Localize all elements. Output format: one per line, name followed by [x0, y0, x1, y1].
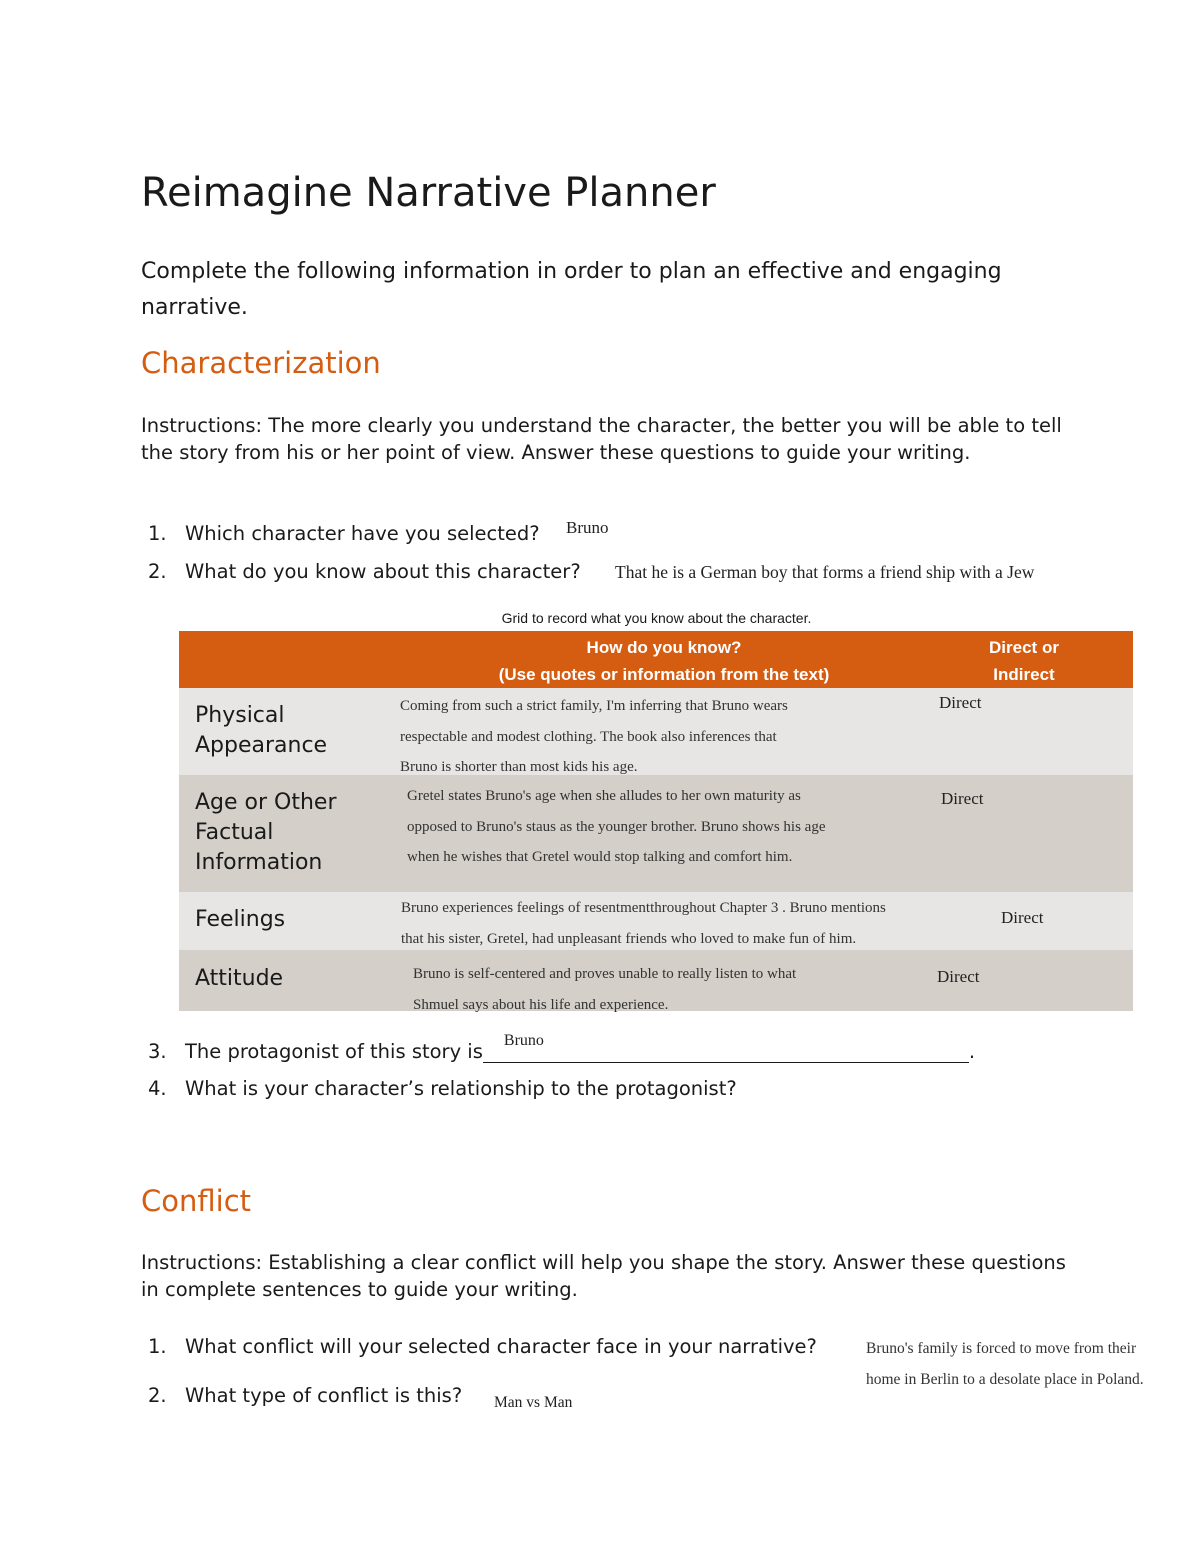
characterization-heading: Characterization	[141, 346, 381, 380]
row-direct-indirect[interactable]: Direct	[1001, 908, 1044, 927]
header-direct-line1: Direct or	[989, 638, 1059, 657]
row-evidence[interactable]: Bruno is self-centered and proves unable to really listen to what Shmuel says about his life and experience.	[413, 966, 797, 1013]
row-evidence[interactable]: Bruno experiences feelings of resentmentthroughout Chapter 3 . Bruno mentions that his sister, Gretel, had unpleasant friends who loved to make fun of him.	[401, 900, 886, 947]
question-number: 1.	[148, 1335, 167, 1358]
header-how-line2: (Use quotes or information from the text)	[498, 665, 830, 684]
question-text: What is your character’s relationship to the protagonist?	[185, 1077, 737, 1100]
page-title: Reimagine Narrative Planner	[141, 170, 716, 216]
characterization-instructions: Instructions: The more clearly you understand the character, the better you will be able to tell the story from his or her point of view. Answer these questions to guide your writing.	[141, 414, 1062, 464]
question-number: 4.	[148, 1077, 167, 1100]
row-label: Attitude	[195, 966, 284, 991]
row-direct-indirect[interactable]: Direct	[937, 967, 980, 986]
answer-conflict-type[interactable]: Man vs Man	[494, 1394, 573, 1411]
answer-conflict[interactable]: Bruno's family is forced to move from their home in Berlin to a desolate place in Poland.	[866, 1340, 1144, 1388]
row-label: Age or Other Factual Information	[195, 790, 337, 875]
conflict-heading: Conflict	[141, 1184, 252, 1218]
question-text: The protagonist of this story is Bruno .	[185, 1032, 976, 1063]
question-text: What type of conflict is this?	[185, 1384, 463, 1407]
conflict-instructions: Instructions: Establishing a clear conflict will help you shape the story. Answer these questions in complete sentences to guide your writing.	[141, 1251, 1066, 1301]
row-label: Physical Appearance	[195, 703, 328, 758]
row-evidence[interactable]: Coming from such a strict family, I'm inferring that Bruno wears respectable and modest clothing. The book also inferences that Bruno is shorter than most kids his age.	[400, 698, 788, 775]
row-evidence[interactable]: Gretel states Bruno's age when she alludes to her own maturity as opposed to Bruno's staus as the younger brother. Bruno shows his age when he wishes that Gretel would stop talking and comfort him.	[407, 788, 826, 865]
answer-protagonist[interactable]: Bruno	[503, 1032, 544, 1049]
answer-character-knowledge[interactable]: That he is a German boy that forms a friend ship with a Jew	[615, 562, 1035, 582]
header-direct-line2: Indirect	[993, 665, 1055, 684]
row-direct-indirect[interactable]: Direct	[941, 789, 984, 808]
table-row	[179, 688, 1133, 775]
intro-text: Complete the following information in order to plan an effective and engaging narrative.	[141, 259, 1002, 320]
question-text: Which character have you selected?	[185, 522, 540, 545]
question-number: 1.	[148, 522, 167, 545]
question-text: What do you know about this character?	[185, 560, 581, 583]
question-number: 3.	[148, 1040, 167, 1063]
question-number: 2.	[148, 560, 167, 583]
table-caption: Grid to record what you know about the character.	[501, 610, 812, 626]
answer-character[interactable]: Bruno	[566, 518, 609, 537]
table-row	[179, 950, 1133, 1011]
row-label: Feelings	[195, 907, 286, 932]
table-row	[179, 775, 1133, 892]
question-text: What conflict will your selected character face in your narrative?	[185, 1335, 817, 1358]
header-how-line1: How do you know?	[586, 638, 742, 657]
question-number: 2.	[148, 1384, 167, 1407]
row-direct-indirect[interactable]: Direct	[939, 693, 982, 712]
table-row	[179, 892, 1133, 950]
table-header	[179, 631, 1133, 688]
